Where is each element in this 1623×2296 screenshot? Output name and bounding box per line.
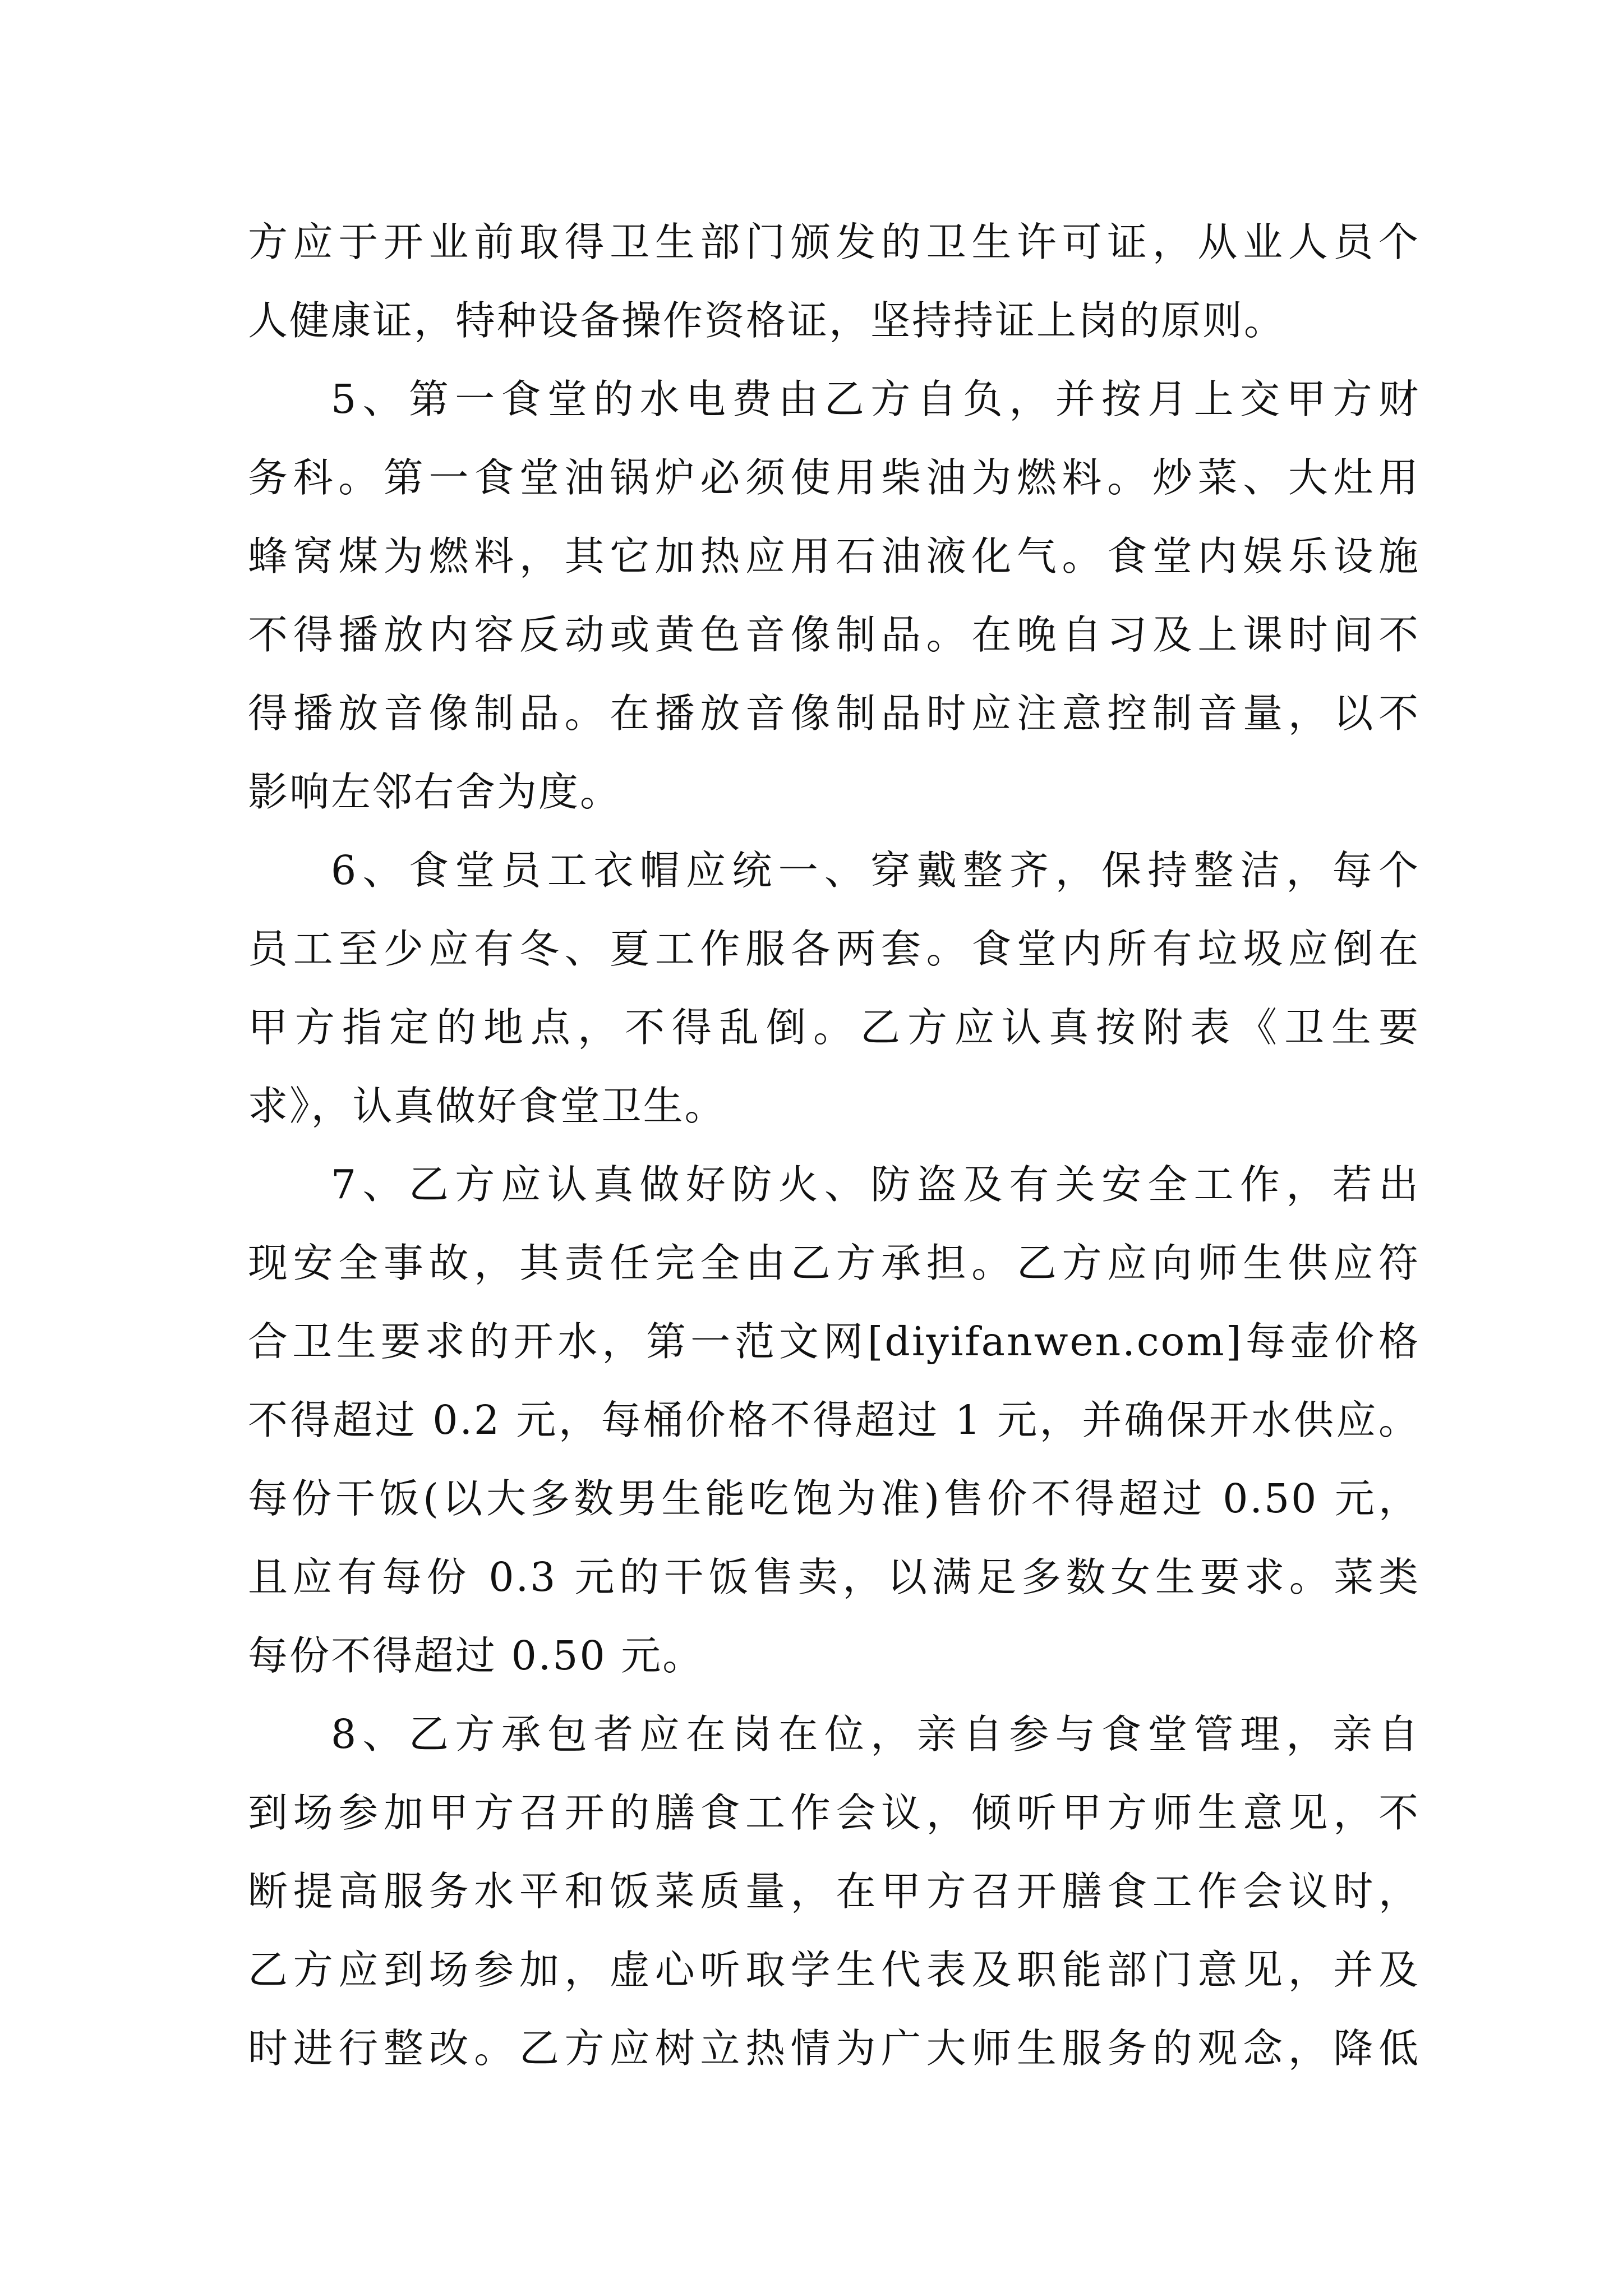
text-line: 不得播放内容反动或黄色音像制品。在晚自习及上课时间不 bbox=[248, 611, 1420, 658]
text-line: 乙方应到场参加，虚心听取学生代表及职能部门意见，并及 bbox=[248, 1947, 1420, 1993]
text-line: 不得超过 0.2 元，每桶价格不得超过 1 元，并确保开水供应。 bbox=[248, 1397, 1420, 1443]
paragraph-8-start: 8、乙方承包者应在岗在位，亲自参与食堂管理，亲自 bbox=[331, 1711, 1420, 1757]
paragraph-5-start: 5、第一食堂的水电费由乙方自负，并按月上交甲方财 bbox=[331, 376, 1420, 422]
text-line: 断提高服务水平和饭菜质量，在甲方召开膳食工作会议时， bbox=[248, 1868, 1420, 1915]
text-line: 得播放音像制品。在播放音像制品时应注意控制音量，以不 bbox=[248, 690, 1420, 737]
text-line: 蜂窝煤为燃料，其它加热应用石油液化气。食堂内娱乐设施 bbox=[248, 533, 1420, 579]
paragraph-7-start: 7、乙方应认真做好防火、防盗及有关安全工作，若出 bbox=[331, 1161, 1420, 1208]
text-line: 方应于开业前取得卫生部门颁发的卫生许可证，从业人员个 bbox=[248, 219, 1420, 265]
text-line: 现安全事故，其责任完全由乙方承担。乙方应向师生供应符 bbox=[248, 1240, 1420, 1286]
text-line: 时进行整改。乙方应树立热情为广大师生服务的观念，降低 bbox=[248, 2025, 1420, 2072]
text-line: 求》，认真做好食堂卫生。 bbox=[248, 1083, 726, 1129]
text-line: 且应有每份 0.3 元的干饭售卖，以满足多数女生要求。菜类 bbox=[248, 1554, 1420, 1600]
text-line: 合卫生要求的开水，第一范文网[diyifanwen.com]每壶价格 bbox=[248, 1318, 1420, 1365]
text-line: 务科。第一食堂油锅炉必须使用柴油为燃料。炒菜、大灶用 bbox=[248, 454, 1420, 501]
paragraph-6-start: 6、食堂员工衣帽应统一、穿戴整齐，保持整洁，每个 bbox=[331, 847, 1420, 894]
text-line: 员工至少应有冬、夏工作服各两套。食堂内所有垃圾应倒在 bbox=[248, 926, 1420, 972]
text-line: 每份干饭(以大多数男生能吃饱为准)售价不得超过 0.50 元， bbox=[248, 1475, 1420, 1522]
text-line: 人健康证，特种设备操作资格证，坚持持证上岗的原则。 bbox=[248, 297, 1286, 344]
text-line: 到场参加甲方召开的膳食工作会议，倾听甲方师生意见，不 bbox=[248, 1789, 1420, 1836]
text-line: 每份不得超过 0.50 元。 bbox=[248, 1632, 704, 1679]
text-line: 甲方指定的地点，不得乱倒。乙方应认真按附表《卫生要 bbox=[248, 1004, 1420, 1051]
text-line: 影响左邻右舍为度。 bbox=[248, 769, 622, 815]
